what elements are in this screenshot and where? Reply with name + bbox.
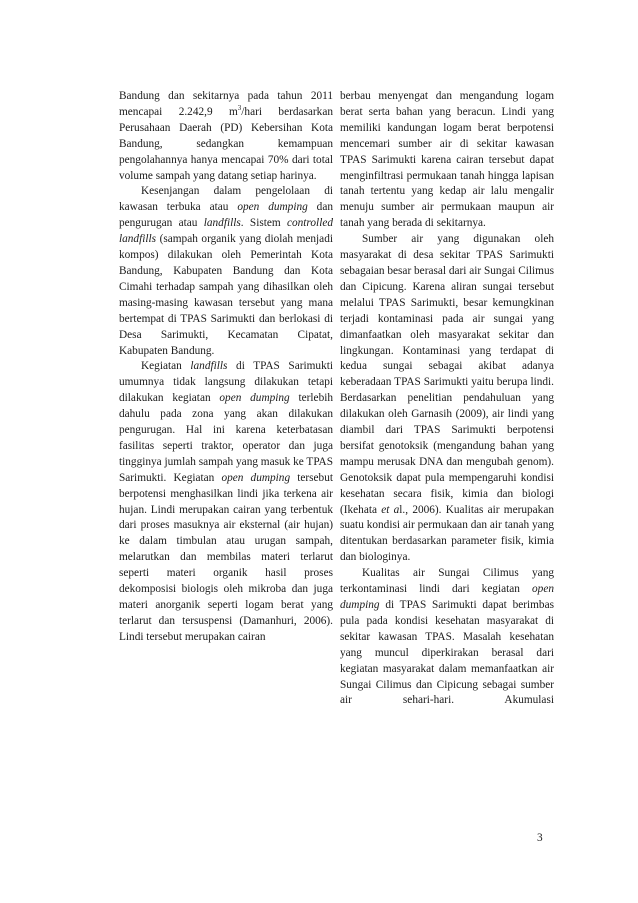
paragraph xyxy=(340,232,554,566)
italic-term: open dumping xyxy=(219,392,290,405)
text-run: (sampah organik yang diolah menjadi kompos) dilakukan oleh Pemerintah Kota Bandung, Kabupaten Bandung dan Kota Cimahi terhadap sampah yang dihasilkan oleh masing-masing kawasan tersebut yang mana bertempat di TPAS Sarimukti dan berlokasi di Desa Sarimukti, Kecamatan Cipatat, Kabupaten Bandung. xyxy=(119,233,333,357)
text-run: . Sistem xyxy=(240,217,287,230)
text-run: Kesenjangan dalam pengelolaan di kawasan terbuka atau xyxy=(119,185,333,214)
text-run: Bandung dan sekitarnya pada tahun 2011 mencapai 2.242,9 m xyxy=(119,90,333,118)
text-run: terlebih dahulu pada zona yang akan dilakukan pengurugan. Hal ini karena keterbatasan fasilitas seperti traktor, operator dan juga tingginya jumlah sampah yang masuk ke TPAS Sarimukti. Kegiatan xyxy=(119,392,334,484)
italic-term: open dumping xyxy=(221,471,291,484)
text-run: di TPAS Sarimukti dapat berimbas pula pada kondisi kesehatan masyarakat di sekitar kawasan TPAS. Masalah kesehatan yang muncul diperkirakan berasal dari kegiatan masyarakat dalam memanfaatkan air Sungai Cilimus dan Cipicung sebagai sumber air sehari-hari. Akumulasi xyxy=(340,599,554,707)
paragraph xyxy=(119,89,333,184)
text-run: berbau menyengat dan mengandung logam berat serta bahan yang beracun. Lindi yang memiliki kandungan logam berat berpotensi mencemari sumber air di sekitar kawasan TPAS Sarimukti karena cairan tersebut dapat menginfiltrasi permukaan tanah hingga lapisan tanah tertentu yang kedap air lalu mengalir menuju sumber air permukaan maupun air tanah yang berada di sekitarnya. xyxy=(340,90,554,230)
text-run: Kegiatan xyxy=(141,360,191,373)
italic-term: et a xyxy=(381,503,400,516)
paragraph xyxy=(340,566,554,709)
text-run: /hari berdasarkan Perusahaan Daerah (PD) Kebersihan Kota Bandung, sedangkan kemampuan pengolahannya hanya mencapai 70% dari total volume sampah yang datang setiap harinya. xyxy=(119,105,333,182)
left-column xyxy=(119,89,333,646)
right-column xyxy=(340,89,554,709)
paragraph xyxy=(119,184,333,359)
italic-term: controlled landfills xyxy=(119,217,333,246)
page-number: 3 xyxy=(537,832,543,844)
italic-term: landfills xyxy=(203,217,241,230)
paragraph xyxy=(119,359,333,645)
text-run: di TPAS Sarimukti umumnya tidak langsung dilakukan tetapi dilakukan kegiatan xyxy=(119,360,333,405)
text-run: Kualitas air Sungai Cilimus yang terkontaminasi lindi dari kegiatan xyxy=(340,567,554,596)
text-run: dan pengurugan atau xyxy=(119,201,333,230)
text-run: tersebut berpotensi menghasilkan lindi jika terkena air hujan. Lindi merupakan cairan yang terbentuk dari proses masuknya air eksternal (air hujan) ke dalam timbulan atau urugan sampah, melarutkan dan membilas materi terlarut seperti materi organik hasil proses dekomposisi biologis oleh mikroba dan juga materi anorganik seperti logam berat yang terlarut dan tersuspensi (Damanhuri, 2006). Lindi tersebut merupakan cairan xyxy=(119,471,333,643)
paragraph xyxy=(340,89,554,232)
italic-term: landfills xyxy=(190,360,228,373)
text-run: Sumber air yang digunakan oleh masyarakat di desa sekitar TPAS Sarimukti sebagaian besar berasal dari air Sungai Cilimus dan Cipicung. Karena aliran sungai tersebut melalui TPAS Sarimukti, besar kemungkinan terjadi kontaminasi pada air sungai yang dimanfaatkan oleh masyarakat sekitar dan lingkungan. Kontaminasi yang terdapat di kedua sungai sebagai akibat adanya keberadaan TPAS Sarimukti yaitu berupa lindi. Berdasarkan penelitian pendahuluan yang dilakukan oleh Garnasih (2009), air lindi yang diambil dari TPAS Sarimukti berpotensi bersifat genotoksik (mengandung bahan yang mampu merusak DNA dan mengubah genom). Genotoksik dapat pula mempengaruhi kondisi kesehatan secara fisik, kimia dan biologi (Ikehata xyxy=(340,233,554,516)
superscript: 3 xyxy=(237,104,242,113)
italic-term: open dumping xyxy=(237,201,308,214)
italic-term: open dumping xyxy=(340,583,554,611)
text-run: l., 2006). Kualitas air merupakan suatu kondisi air permukaan dan air tanah yang ditentukan berdasarkan parameter fisik, kimia dan biologinya. xyxy=(340,503,554,564)
